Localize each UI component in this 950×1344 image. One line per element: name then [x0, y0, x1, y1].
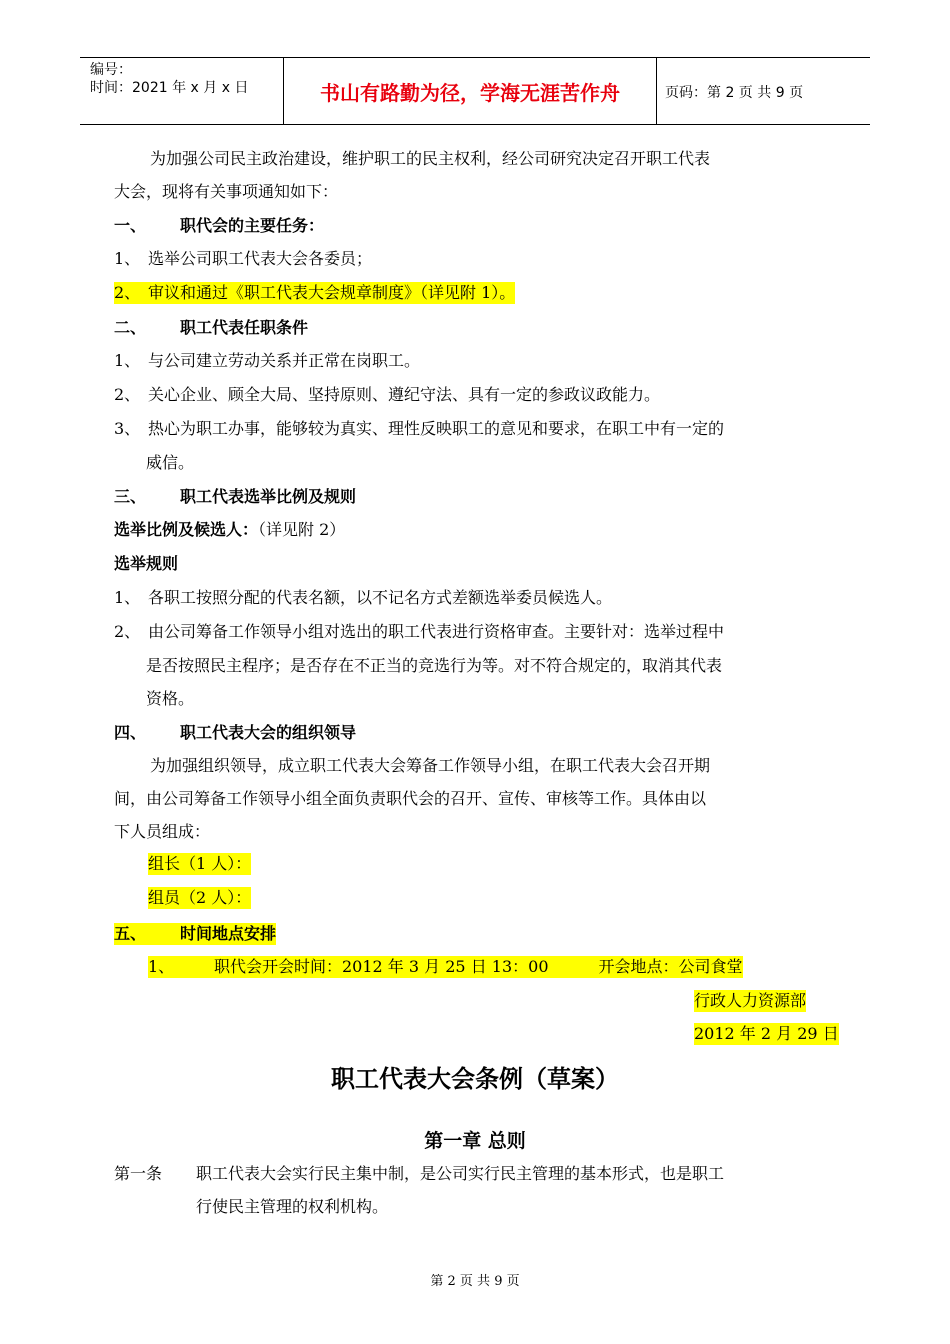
paragraph-line: 为加强组织领导，成立职工代表大会筹备工作领导小组，在职工代表大会召开期	[150, 756, 711, 775]
list-item-continuation: 威信。	[146, 453, 195, 472]
item-number: 2、	[114, 283, 141, 302]
header-table	[80, 57, 870, 125]
signature-dept: 行政人力资源部	[694, 991, 807, 1010]
item-text: 关心企业、顾全大局、坚持原则、遵纪守法、具有一定的参政议政能力。	[148, 385, 661, 404]
section-1-heading	[114, 215, 324, 237]
section-title: 职工代表选举比例及规则	[180, 487, 357, 506]
section-title: 职工代表大会的组织领导	[180, 723, 357, 742]
member-line: 组员（2 人）：	[148, 888, 252, 907]
chapter-title: 第一章 总则	[424, 1130, 526, 1152]
rules-label: 选举规则	[114, 554, 179, 573]
paragraph-line: 下人员组成：	[114, 822, 211, 841]
section-4-heading	[114, 722, 356, 744]
paragraph-line: 间，由公司筹备工作领导小组全面负责职代会的召开、宣传、审核等工作。具体由以	[114, 789, 707, 808]
item-text: 由公司筹备工作领导小组对选出的职工代表进行资格审查。主要针对：选举过程中	[148, 622, 725, 641]
item-number: 1、	[114, 588, 141, 607]
item-number: 2、	[114, 622, 141, 641]
list-item	[114, 621, 724, 643]
schedule-line	[148, 956, 743, 978]
list-item	[114, 384, 660, 406]
page-footer: 第 2 页 共 9 页	[430, 1274, 520, 1289]
item-number: 1、	[148, 957, 175, 976]
section-number: 二、	[114, 318, 147, 337]
list-item	[114, 248, 372, 270]
article-text: 职工代表大会实行民主集中制，是公司实行民主管理的基本形式，也是职工	[196, 1164, 725, 1183]
signature-date: 2012 年 2 月 29 日	[694, 1024, 839, 1043]
time-label: 时间：2021 年 x 月 x 日	[90, 80, 249, 96]
section-5-heading	[114, 923, 276, 945]
section-number: 三、	[114, 487, 147, 506]
section-3-heading	[114, 486, 356, 508]
section-title: 时间地点安排	[180, 924, 277, 943]
section-number: 一、	[114, 216, 147, 235]
item-text: 各职工按照分配的代表名额，以不记名方式差额选举委员候选人。	[148, 588, 613, 607]
article-1	[114, 1163, 724, 1185]
list-item	[114, 282, 515, 304]
section-title: 职工代表任职条件	[180, 318, 309, 337]
leader-line: 组长（1 人）：	[148, 854, 252, 873]
item-number: 1、	[114, 249, 141, 268]
item-text: 审议和通过《职工代表大会规章制度》（详见附 1）。	[148, 283, 516, 302]
intro-line-2: 大会，现将有关事项通知如下：	[114, 182, 339, 201]
item-text: 热心为职工办事，能够较为真实、理性反映职工的意见和要求，在职工中有一定的	[148, 419, 725, 438]
section-number: 四、	[114, 723, 147, 742]
item-number: 3、	[114, 419, 141, 438]
list-item	[114, 418, 724, 440]
item-number: 1、	[114, 351, 141, 370]
item-text: 选举公司职工代表大会各委员；	[148, 249, 373, 268]
header-slogan: 书山有路勤为径，学海无涯苦作舟	[283, 58, 657, 124]
list-item-continuation: 是否按照民主程序；是否存在不正当的竞选行为等。对不符合规定的，取消其代表	[146, 656, 723, 675]
ratio-line	[114, 519, 345, 541]
ratio-text: （详见附 2）	[258, 520, 346, 539]
meeting-place: 开会地点：公司食堂	[598, 957, 743, 976]
list-item-continuation: 资格。	[146, 689, 195, 708]
section-title: 职代会的主要任务：	[180, 216, 325, 235]
item-number: 2、	[114, 385, 141, 404]
number-label: 编号：	[90, 62, 132, 78]
item-text: 与公司建立劳动关系并正常在岗职工。	[148, 351, 421, 370]
list-item	[114, 350, 420, 372]
section-2-heading	[114, 317, 308, 339]
intro-line-1: 为加强公司民主政治建设，维护职工的民主权利，经公司研究决定召开职工代表	[150, 149, 711, 168]
header-left	[90, 61, 248, 97]
ratio-label: 选举比例及候选人：	[114, 520, 259, 539]
article-continuation: 行使民主管理的权利机构。	[196, 1197, 389, 1216]
meeting-time: 职代会开会时间：2012 年 3 月 25 日 13：00	[214, 957, 549, 976]
section-number: 五、	[114, 924, 147, 943]
article-number: 第一条	[114, 1164, 163, 1183]
list-item	[114, 587, 612, 609]
header-page-label: 页码：第 2 页 共 9 页	[665, 85, 804, 101]
document-title: 职工代表大会条例（草案）	[331, 1065, 619, 1093]
